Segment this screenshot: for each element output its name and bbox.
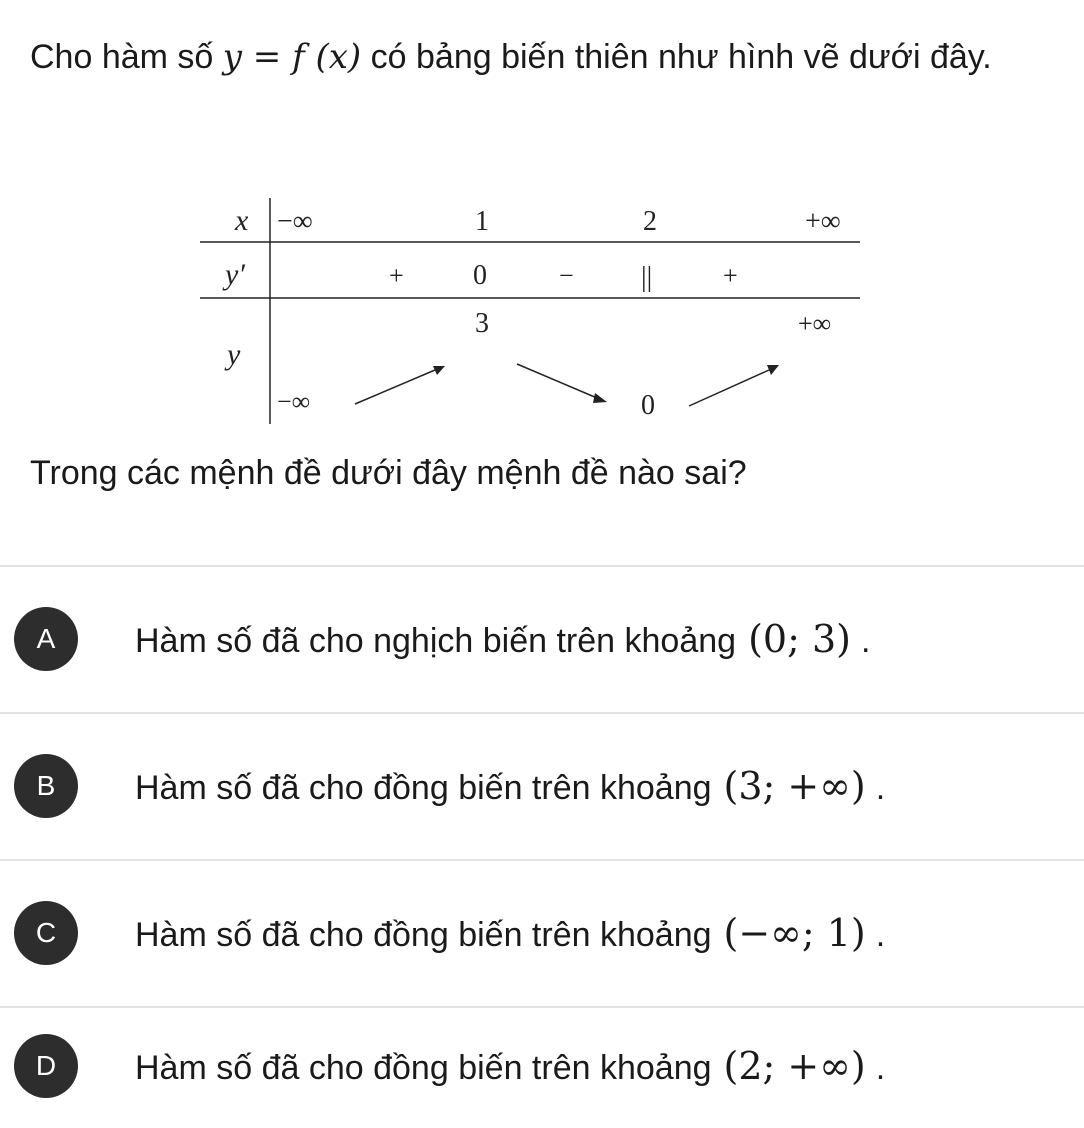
option-b-period: . (875, 769, 886, 807)
sign-plus-right: + (723, 261, 738, 290)
y-value-plus-inf: +∞ (798, 309, 832, 338)
function-formula: y = f (x) (222, 37, 362, 77)
question-prompt: Trong các mệnh đề dưới đây mệnh đề nào sai? (30, 454, 747, 492)
option-c[interactable] (0, 860, 1084, 1006)
option-d-interval: (2; +∞) (723, 1044, 866, 1088)
option-d-badge: D (14, 1034, 78, 1098)
y-value-minus-inf: −∞ (277, 387, 311, 416)
option-b-badge: B (14, 754, 78, 818)
option-d-text: Hàm số đã cho đồng biến trên khoảng (135, 1049, 712, 1087)
option-a-interval: (0; 3) (748, 617, 851, 661)
row-label-y-prime: y′ (225, 258, 245, 291)
option-a-text: Hàm số đã cho nghịch biến trên khoảng (135, 622, 737, 660)
question-text-after: có bảng biến thiên như hình vẽ dưới đây. (370, 38, 992, 76)
option-a-period: . (860, 622, 871, 660)
row-label-x: x (235, 204, 249, 237)
y-value-peak: 3 (475, 308, 489, 339)
arrow-decrease (517, 364, 607, 403)
option-b[interactable] (0, 713, 1084, 859)
question-text (30, 28, 1060, 86)
arrow-increase-right (689, 365, 779, 406)
option-c-interval: (−∞; 1) (723, 911, 866, 955)
row-label-y: y (227, 338, 241, 371)
arrow-increase-left (355, 366, 445, 404)
option-b-content (135, 764, 885, 808)
x-value-minus-inf: −∞ (277, 206, 313, 237)
option-d-content (135, 1044, 885, 1088)
option-a-badge: A (14, 607, 78, 671)
option-a-content (135, 617, 870, 661)
sign-minus: − (559, 261, 574, 290)
option-d[interactable] (0, 1007, 1084, 1125)
sign-undefined: || (641, 262, 653, 293)
variation-table-svg (195, 192, 875, 432)
option-b-text: Hàm số đã cho đồng biến trên khoảng (135, 769, 712, 807)
x-value-1: 1 (475, 206, 489, 237)
option-c-period: . (875, 916, 886, 954)
option-b-interval: (3; +∞) (723, 764, 866, 808)
question-text-before: Cho hàm số (30, 38, 214, 76)
sign-zero: 0 (473, 260, 487, 291)
x-value-2: 2 (643, 206, 657, 237)
option-a[interactable] (0, 566, 1084, 712)
y-value-trough: 0 (641, 390, 655, 421)
sign-plus-left: + (389, 261, 404, 290)
option-c-content (135, 911, 885, 955)
variation-table (195, 192, 875, 432)
option-d-period: . (875, 1049, 886, 1087)
x-value-plus-inf: +∞ (805, 206, 841, 237)
option-c-badge: C (14, 901, 78, 965)
option-c-text: Hàm số đã cho đồng biến trên khoảng (135, 916, 712, 954)
